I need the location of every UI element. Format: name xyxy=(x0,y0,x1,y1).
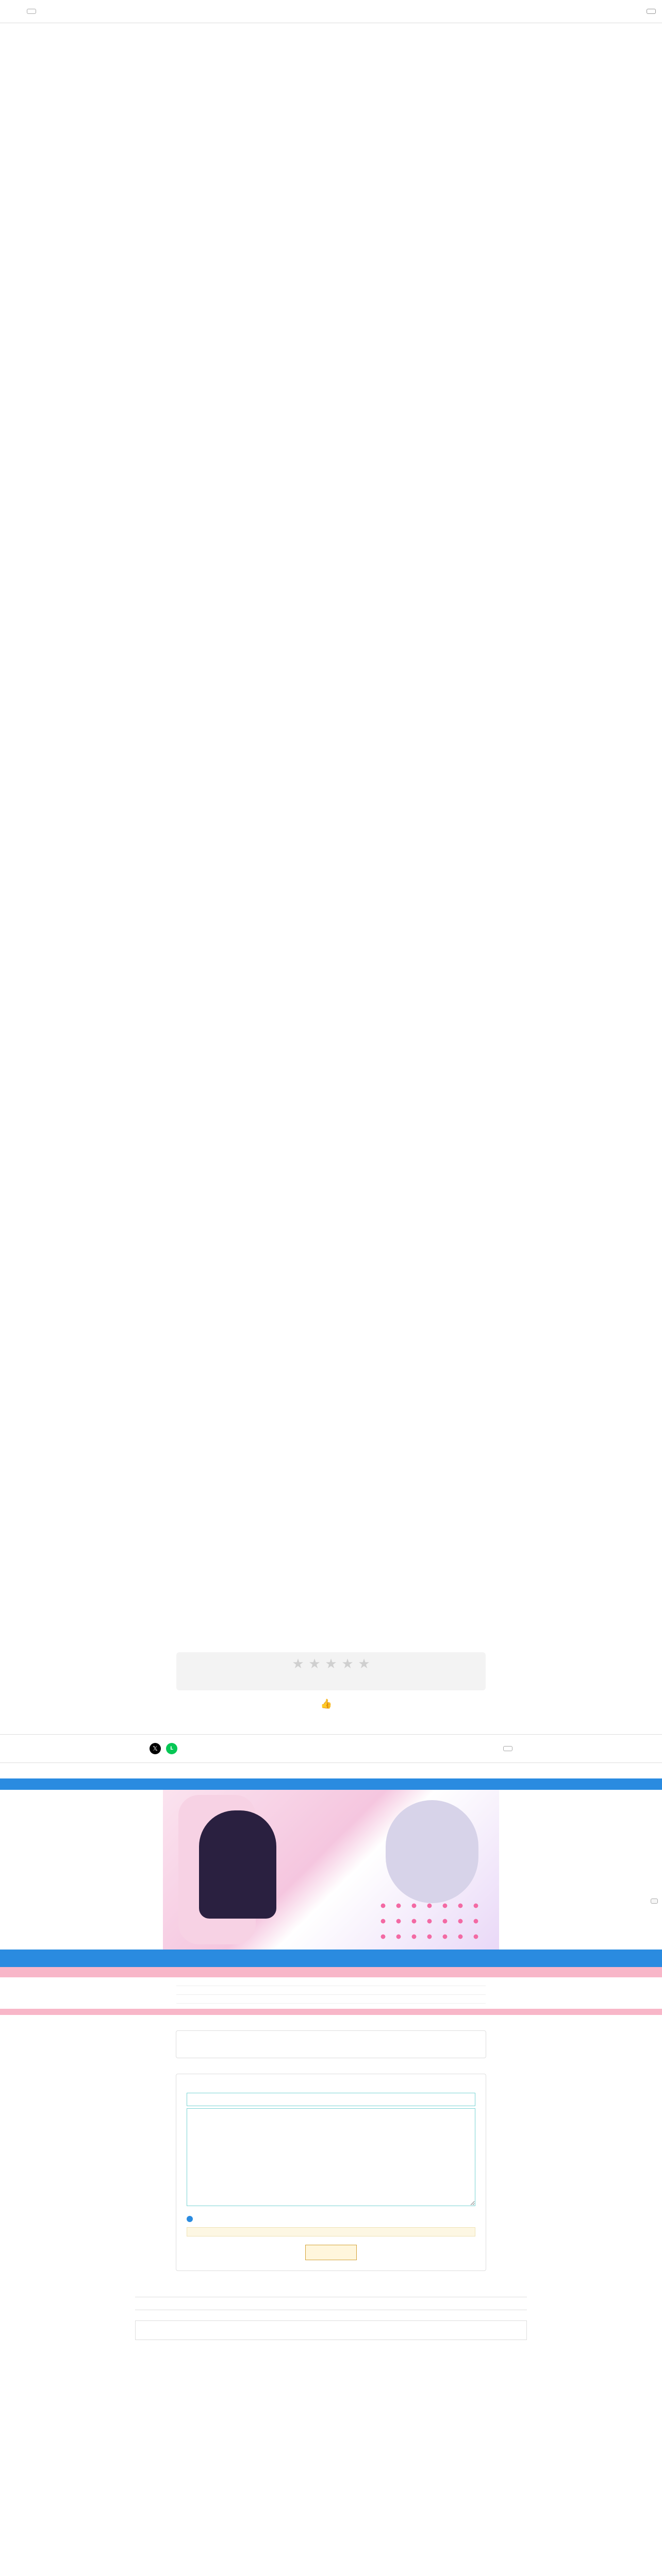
body-line xyxy=(176,241,486,251)
footer-nav xyxy=(135,2297,527,2310)
body-line xyxy=(176,825,486,836)
bookmark-pill-bottom[interactable] xyxy=(503,1746,512,1751)
body-line xyxy=(176,1576,486,1587)
body-line xyxy=(176,163,486,174)
body-line xyxy=(176,814,486,825)
body-line xyxy=(176,1455,486,1466)
series-item[interactable] xyxy=(176,1995,486,2004)
side-button[interactable] xyxy=(651,1899,658,1904)
body-line xyxy=(176,340,486,350)
series-item[interactable] xyxy=(176,1986,486,1995)
thumbs-up-icon[interactable]: 👍 xyxy=(320,1699,333,1709)
body-line xyxy=(176,803,486,814)
paragraph-gap xyxy=(176,1035,486,1047)
body-line xyxy=(176,1101,486,1112)
body-line xyxy=(176,914,486,925)
body-line xyxy=(176,1599,486,1610)
body-line xyxy=(176,262,486,273)
body-line xyxy=(176,1621,486,1632)
body-line xyxy=(176,595,486,605)
body-line xyxy=(176,1378,486,1389)
star-icon[interactable]: ★ xyxy=(292,1656,304,1672)
body-line xyxy=(176,142,486,152)
body-line xyxy=(176,1522,486,1533)
body-line xyxy=(176,1610,486,1621)
body-line xyxy=(176,836,486,846)
radio-icon[interactable] xyxy=(187,2216,193,2222)
body-line xyxy=(176,395,486,406)
paragraph-gap xyxy=(176,527,486,539)
body-line xyxy=(176,1213,486,1224)
body-line xyxy=(176,1258,486,1268)
body-line xyxy=(176,361,486,372)
body-line xyxy=(176,428,486,438)
body-line xyxy=(176,1146,486,1157)
body-line xyxy=(176,108,486,118)
settings-button[interactable] xyxy=(647,9,656,14)
body-line xyxy=(176,1058,486,1069)
body-line xyxy=(176,958,486,969)
body-line xyxy=(176,947,486,958)
body-line xyxy=(176,1333,486,1344)
body-line xyxy=(176,1554,486,1565)
body-line xyxy=(176,1357,486,1367)
body-line xyxy=(176,307,486,318)
body-line xyxy=(176,1323,486,1333)
notes-box xyxy=(135,2320,527,2340)
body-line xyxy=(176,1389,486,1400)
body-line xyxy=(176,1268,486,1279)
paragraph-gap xyxy=(176,207,486,219)
paragraph-gap xyxy=(176,383,486,395)
name-input[interactable] xyxy=(187,2093,475,2106)
body-line xyxy=(176,97,486,108)
paragraph-gap xyxy=(176,1432,486,1445)
rating-box xyxy=(176,1652,486,1690)
series-header xyxy=(0,1967,662,1977)
body-line xyxy=(176,1091,486,1101)
body-line xyxy=(176,870,486,880)
rating-stars xyxy=(176,1657,486,1671)
comment-panel xyxy=(176,2074,486,2271)
body-line xyxy=(176,649,486,659)
body-line xyxy=(176,1400,486,1411)
paragraph-gap xyxy=(176,990,486,1003)
body-line xyxy=(176,251,486,262)
body-line xyxy=(176,516,486,527)
body-line xyxy=(176,782,486,792)
body-line xyxy=(176,738,486,749)
body-line xyxy=(176,1367,486,1378)
body-line xyxy=(176,969,486,979)
body-line xyxy=(176,1168,486,1179)
promo-banner[interactable] xyxy=(163,1790,499,1950)
body-line xyxy=(176,318,486,329)
body-line xyxy=(176,460,486,471)
body-line xyxy=(176,329,486,340)
body-line xyxy=(176,638,486,649)
body-line xyxy=(176,284,486,295)
body-line xyxy=(176,1191,486,1202)
body-line xyxy=(176,936,486,947)
reviews-title xyxy=(176,2031,486,2047)
body-line xyxy=(176,904,486,914)
body-line xyxy=(176,1466,486,1477)
body-line xyxy=(176,1511,486,1522)
body-line xyxy=(176,230,486,241)
comment-title xyxy=(176,2074,486,2091)
star-icon[interactable]: ★ xyxy=(358,1656,370,1672)
promo-hair-art xyxy=(199,1810,276,1919)
body-line xyxy=(176,131,486,142)
comment-textarea[interactable] xyxy=(187,2108,475,2206)
body-line xyxy=(176,1445,486,1455)
comment-notes xyxy=(187,2227,475,2236)
body-line xyxy=(176,771,486,782)
body-line xyxy=(176,1411,486,1421)
bookmark-pill[interactable] xyxy=(27,9,36,14)
paragraph-gap xyxy=(176,1134,486,1146)
reviews-panel xyxy=(176,2030,486,2058)
body-line xyxy=(176,483,486,494)
body-line xyxy=(176,372,486,383)
body-line xyxy=(176,704,486,715)
body-line xyxy=(176,152,486,163)
promo-roses-art xyxy=(375,1898,489,1944)
series-list xyxy=(176,1977,486,2004)
promo-man-art xyxy=(386,1800,478,1903)
body-line xyxy=(176,880,486,891)
body-line xyxy=(176,406,486,417)
promo-strip-top[interactable] xyxy=(0,1778,662,1790)
body-line xyxy=(176,1024,486,1035)
body-line xyxy=(176,75,486,86)
body-line xyxy=(176,1500,486,1511)
line-share-icon[interactable]: L xyxy=(166,1743,177,1754)
body-line xyxy=(176,196,486,207)
paragraph-gap xyxy=(176,471,486,483)
body-line xyxy=(176,979,486,990)
body-line xyxy=(176,1224,486,1234)
paragraph-gap xyxy=(176,1344,486,1357)
body-line xyxy=(176,1421,486,1432)
series-item[interactable] xyxy=(176,1977,486,1986)
body-line xyxy=(176,859,486,870)
body-line xyxy=(176,174,486,185)
body-line xyxy=(176,605,486,616)
body-line xyxy=(176,749,486,760)
star-icon[interactable]: ★ xyxy=(341,1656,354,1672)
paragraph-gap xyxy=(176,582,486,595)
body-line xyxy=(176,417,486,428)
body-line xyxy=(176,273,486,284)
body-line xyxy=(176,561,486,571)
body-line xyxy=(176,616,486,627)
share-bar xyxy=(0,1734,662,1763)
body-line xyxy=(176,1301,486,1312)
body-line xyxy=(176,539,486,550)
paragraph-gap xyxy=(176,681,486,693)
pink-divider xyxy=(0,2009,662,2015)
body-line xyxy=(176,185,486,196)
body-line xyxy=(176,86,486,97)
body-line xyxy=(176,1123,486,1134)
body-line xyxy=(176,1477,486,1488)
paragraph-gap xyxy=(176,118,486,131)
body-line xyxy=(176,1003,486,1013)
body-line xyxy=(176,1312,486,1323)
body-line xyxy=(176,1157,486,1168)
body-line xyxy=(176,1069,486,1080)
promo-strip-bottom[interactable] xyxy=(0,1950,662,1967)
body-line xyxy=(176,627,486,638)
paragraph-gap xyxy=(176,726,486,738)
spoiler-option[interactable] xyxy=(187,2216,475,2222)
body-line xyxy=(176,64,486,75)
body-line xyxy=(176,1279,486,1290)
chapter-body xyxy=(176,64,486,1632)
body-line xyxy=(176,449,486,460)
body-line xyxy=(176,1080,486,1091)
body-line xyxy=(176,1047,486,1058)
body-line xyxy=(176,438,486,449)
star-icon[interactable]: ★ xyxy=(308,1656,321,1672)
body-line xyxy=(176,1544,486,1554)
star-icon[interactable]: ★ xyxy=(325,1656,337,1672)
body-line xyxy=(176,571,486,582)
body-line xyxy=(176,693,486,704)
paragraph-gap xyxy=(176,846,486,859)
reaction-row xyxy=(0,1699,662,1709)
body-line xyxy=(176,670,486,681)
body-line xyxy=(176,505,486,516)
body-line xyxy=(176,659,486,670)
x-share-icon[interactable]: 𝕏 xyxy=(150,1743,161,1754)
body-line xyxy=(176,350,486,361)
paragraph-gap xyxy=(176,1179,486,1191)
paragraph-gap xyxy=(176,1587,486,1599)
top-bar xyxy=(0,0,662,23)
paragraph-gap xyxy=(176,891,486,904)
top-nav xyxy=(6,9,36,14)
body-line xyxy=(176,715,486,726)
body-line xyxy=(176,1533,486,1544)
submit-button[interactable] xyxy=(305,2245,357,2260)
body-line xyxy=(176,550,486,561)
paragraph-gap xyxy=(176,1488,486,1500)
body-line xyxy=(176,1565,486,1576)
body-line xyxy=(176,760,486,771)
paragraph-gap xyxy=(176,1234,486,1247)
body-line xyxy=(176,1013,486,1024)
paragraph-gap xyxy=(176,295,486,307)
body-line xyxy=(176,925,486,936)
body-line xyxy=(176,1290,486,1301)
body-line xyxy=(176,1202,486,1213)
body-line xyxy=(176,219,486,230)
body-line xyxy=(176,1247,486,1258)
body-line xyxy=(176,792,486,803)
body-line xyxy=(176,494,486,505)
body-line xyxy=(176,1112,486,1123)
